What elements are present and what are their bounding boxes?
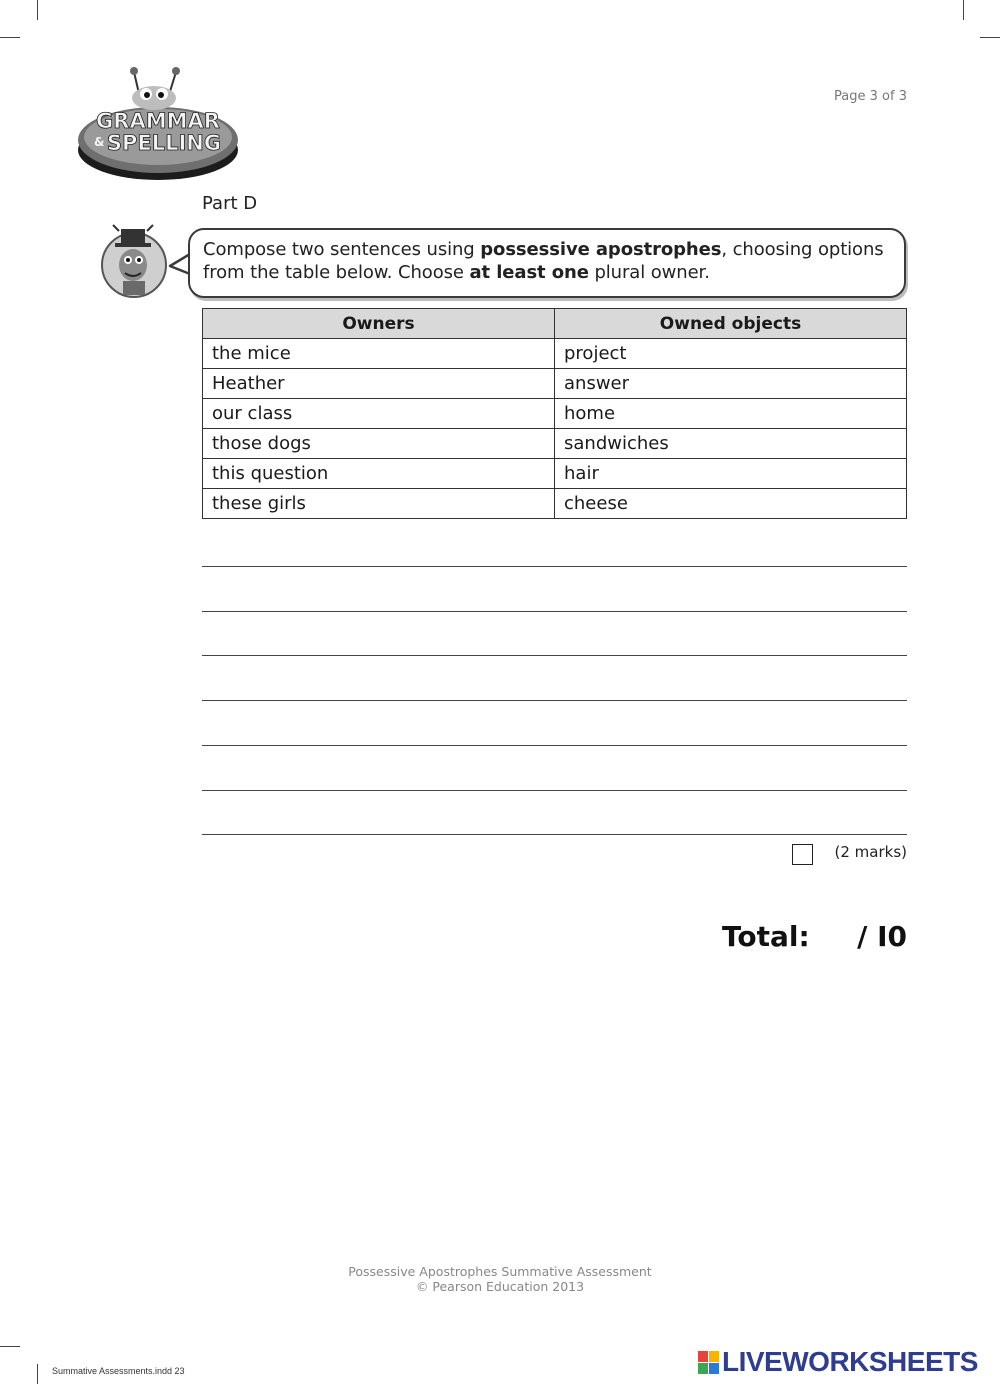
owner-cell: our class [203, 399, 555, 429]
grammar-spelling-logo [76, 64, 242, 184]
options-table [202, 308, 907, 519]
answer-line[interactable] [202, 745, 907, 746]
answer-line[interactable] [202, 834, 907, 835]
marks-label: (2 marks) [834, 843, 907, 861]
table-row [203, 459, 907, 489]
crop-mark [0, 37, 20, 38]
owner-cell: Heather [203, 369, 555, 399]
marks-checkbox[interactable] [792, 844, 813, 865]
liveworksheets-watermark[interactable]: LIVEWORKSHEETS [722, 1346, 978, 1377]
part-heading: Part D [202, 193, 258, 214]
crop-mark [963, 0, 964, 20]
table-header-row [203, 309, 907, 339]
answer-line[interactable] [202, 611, 907, 612]
total-label: Total: [722, 920, 810, 953]
character-avatar [99, 223, 169, 299]
instruction-bubble [188, 228, 906, 298]
crop-mark [37, 0, 38, 20]
table-row [203, 489, 907, 519]
object-cell: project [555, 339, 907, 369]
column-header-owned-objects: Owned objects [555, 309, 907, 339]
table-row [203, 339, 907, 369]
crop-mark [980, 37, 1000, 38]
answer-line[interactable] [202, 655, 907, 656]
object-cell: cheese [555, 489, 907, 519]
logo-text-grammar: GRAMMAR [96, 109, 220, 133]
page-number: Page 3 of 3 [834, 89, 907, 104]
object-cell: home [555, 399, 907, 429]
table-row [203, 399, 907, 429]
object-cell: sandwiches [555, 429, 907, 459]
answer-line[interactable] [202, 700, 907, 701]
column-header-owners: Owners [203, 309, 555, 339]
owner-cell: these girls [203, 489, 555, 519]
instruction-text: Compose two sentences using possessive apostrophes, choosing options from the table below. Choose at least one plural owner. [203, 239, 884, 283]
answer-line[interactable] [202, 566, 907, 567]
answer-line[interactable] [202, 790, 907, 791]
object-cell: hair [555, 459, 907, 489]
owner-cell: the mice [203, 339, 555, 369]
crop-mark [0, 1346, 20, 1347]
owner-cell: those dogs [203, 429, 555, 459]
object-cell: answer [555, 369, 907, 399]
total-value: / I0 [857, 920, 907, 953]
crop-mark [37, 1364, 38, 1384]
table-row [203, 429, 907, 459]
table-row [203, 369, 907, 399]
footer-title: Possessive Apostrophes Summative Assessment [348, 1264, 652, 1279]
file-slug: Summative Assessments.indd 23 [52, 1366, 185, 1376]
footer-copyright: © Pearson Education 2013 [415, 1279, 585, 1294]
logo-text-amp: & [94, 135, 105, 149]
liveworksheets-badge-icon [698, 1351, 720, 1375]
logo-text-spelling: SPELLING [106, 131, 222, 155]
owner-cell: this question [203, 459, 555, 489]
